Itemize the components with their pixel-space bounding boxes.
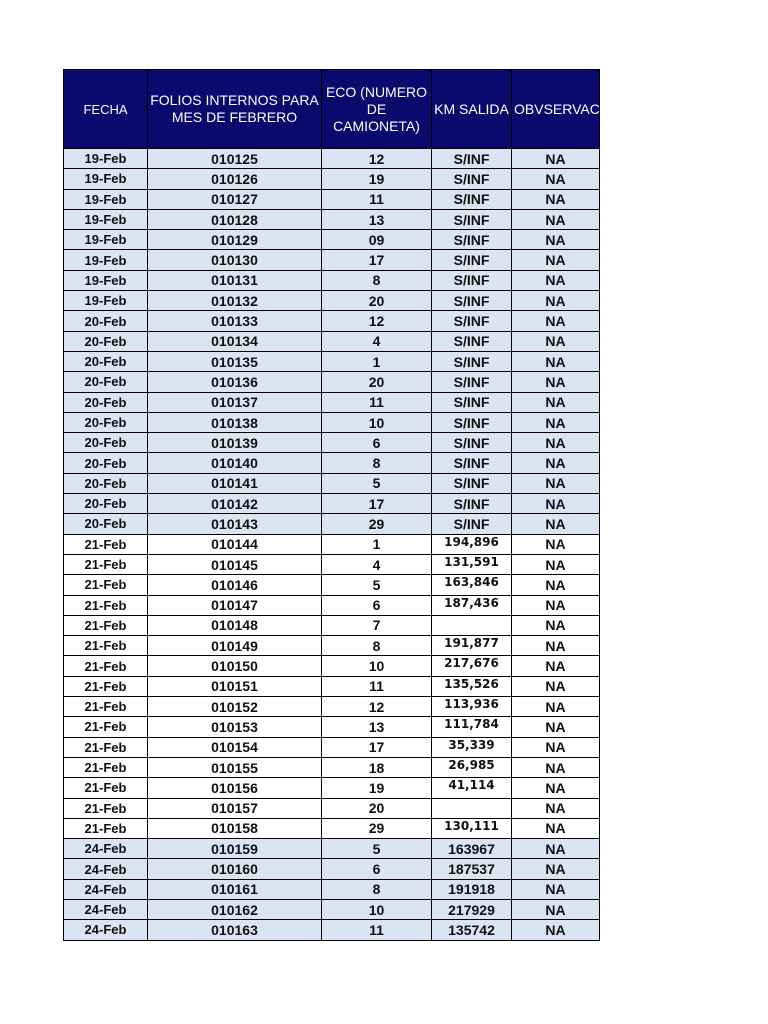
cell-folio: 010136 — [148, 372, 322, 392]
cell-fecha: 21-Feb — [64, 656, 148, 676]
cell-folio: 010140 — [148, 453, 322, 473]
cell-km-salida: S/INF — [432, 372, 512, 392]
cell-eco: 09 — [322, 230, 432, 250]
table-row — [64, 798, 600, 818]
cell-km-salida: 163967 — [432, 839, 512, 859]
cell-folio: 010134 — [148, 331, 322, 351]
cell-folio: 010130 — [148, 250, 322, 270]
table-row — [64, 697, 600, 717]
table-row — [64, 149, 600, 169]
cell-km-salida: S/INF — [432, 311, 512, 331]
table-row — [64, 859, 600, 879]
cell-observaciones: NA — [512, 737, 600, 757]
cell-eco: 10 — [322, 412, 432, 432]
cell-km-salida: S/INF — [432, 351, 512, 371]
cell-eco: 8 — [322, 879, 432, 899]
cell-km-salida: S/INF — [432, 230, 512, 250]
cell-folio: 010158 — [148, 818, 322, 838]
cell-fecha: 24-Feb — [64, 879, 148, 899]
cell-folio: 010152 — [148, 697, 322, 717]
table-row — [64, 514, 600, 534]
cell-folio: 010162 — [148, 899, 322, 919]
table-row — [64, 209, 600, 229]
table-row — [64, 920, 600, 940]
cell-fecha: 21-Feb — [64, 676, 148, 696]
table-row — [64, 412, 600, 432]
cell-eco: 5 — [322, 575, 432, 595]
table-row — [64, 636, 600, 656]
cell-km-salida: S/INF — [432, 392, 512, 412]
cell-km-salida: S/INF — [432, 291, 512, 311]
table-row — [64, 656, 600, 676]
cell-eco: 17 — [322, 494, 432, 514]
cell-observaciones: NA — [512, 392, 600, 412]
cell-folio: 010133 — [148, 311, 322, 331]
cell-eco: 1 — [322, 534, 432, 554]
cell-folio: 010159 — [148, 839, 322, 859]
cell-fecha: 20-Feb — [64, 311, 148, 331]
cell-fecha: 21-Feb — [64, 534, 148, 554]
cell-km-salida: S/INF — [432, 473, 512, 493]
cell-eco: 10 — [322, 656, 432, 676]
cell-eco: 20 — [322, 798, 432, 818]
cell-km-salida: S/INF — [432, 412, 512, 432]
cell-km-salida: S/INF — [432, 331, 512, 351]
table-row — [64, 372, 600, 392]
header-row — [64, 70, 600, 149]
cell-eco: 29 — [322, 514, 432, 534]
cell-km-salida: 35,339 — [432, 737, 512, 757]
cell-km-salida: S/INF — [432, 433, 512, 453]
cell-fecha: 20-Feb — [64, 514, 148, 534]
cell-fecha: 24-Feb — [64, 899, 148, 919]
cell-observaciones: NA — [512, 311, 600, 331]
cell-observaciones: NA — [512, 372, 600, 392]
cell-observaciones: NA — [512, 615, 600, 635]
cell-observaciones: NA — [512, 149, 600, 169]
cell-fecha: 21-Feb — [64, 757, 148, 777]
cell-fecha: 20-Feb — [64, 453, 148, 473]
cell-eco: 12 — [322, 697, 432, 717]
cell-observaciones: NA — [512, 473, 600, 493]
table-row — [64, 899, 600, 919]
cell-eco: 13 — [322, 209, 432, 229]
cell-folio: 010150 — [148, 656, 322, 676]
cell-km-salida: 191918 — [432, 879, 512, 899]
cell-km-salida: 135742 — [432, 920, 512, 940]
cell-observaciones: NA — [512, 575, 600, 595]
cell-fecha: 21-Feb — [64, 554, 148, 574]
cell-km-salida: 130,111 — [432, 818, 512, 838]
cell-observaciones: NA — [512, 717, 600, 737]
cell-observaciones: NA — [512, 412, 600, 432]
table-row — [64, 818, 600, 838]
cell-km-salida: S/INF — [432, 169, 512, 189]
cell-observaciones: NA — [512, 818, 600, 838]
cell-eco: 18 — [322, 757, 432, 777]
cell-fecha: 21-Feb — [64, 798, 148, 818]
cell-km-salida: 187,436 — [432, 595, 512, 615]
cell-observaciones: NA — [512, 250, 600, 270]
cell-fecha: 19-Feb — [64, 149, 148, 169]
header-fecha: FECHA — [64, 70, 148, 149]
table-row — [64, 778, 600, 798]
cell-km-salida: 41,114 — [432, 778, 512, 798]
table-row — [64, 351, 600, 371]
cell-folio: 010163 — [148, 920, 322, 940]
cell-folio: 010131 — [148, 270, 322, 290]
cell-folio: 010157 — [148, 798, 322, 818]
cell-eco: 17 — [322, 250, 432, 270]
table-row — [64, 737, 600, 757]
cell-km-salida: S/INF — [432, 250, 512, 270]
cell-fecha: 21-Feb — [64, 778, 148, 798]
table-row — [64, 595, 600, 615]
cell-km-salida: 113,936 — [432, 697, 512, 717]
cell-fecha: 19-Feb — [64, 270, 148, 290]
cell-folio: 010127 — [148, 189, 322, 209]
cell-km-salida: S/INF — [432, 209, 512, 229]
cell-observaciones: NA — [512, 859, 600, 879]
cell-fecha: 20-Feb — [64, 473, 148, 493]
cell-eco: 5 — [322, 473, 432, 493]
cell-eco: 6 — [322, 595, 432, 615]
cell-folio: 010154 — [148, 737, 322, 757]
cell-km-salida: 194,896 — [432, 534, 512, 554]
table-row — [64, 453, 600, 473]
cell-folio: 010138 — [148, 412, 322, 432]
cell-folio: 010161 — [148, 879, 322, 899]
table-row — [64, 615, 600, 635]
cell-fecha: 20-Feb — [64, 331, 148, 351]
table-row — [64, 676, 600, 696]
cell-km-salida: 135,526 — [432, 676, 512, 696]
table-row — [64, 230, 600, 250]
table-row — [64, 534, 600, 554]
table-row — [64, 311, 600, 331]
cell-folio: 010148 — [148, 615, 322, 635]
cell-fecha: 21-Feb — [64, 697, 148, 717]
cell-fecha: 24-Feb — [64, 859, 148, 879]
cell-km-salida: 111,784 — [432, 717, 512, 737]
table-row — [64, 473, 600, 493]
cell-eco: 12 — [322, 149, 432, 169]
cell-fecha: 20-Feb — [64, 433, 148, 453]
cell-folio: 010147 — [148, 595, 322, 615]
cell-eco: 11 — [322, 676, 432, 696]
table-row — [64, 575, 600, 595]
cell-observaciones: NA — [512, 920, 600, 940]
cell-fecha: 20-Feb — [64, 392, 148, 412]
cell-folio: 010160 — [148, 859, 322, 879]
cell-km-salida: S/INF — [432, 149, 512, 169]
cell-folio: 010126 — [148, 169, 322, 189]
header-folios: FOLIOS INTERNOS PARA MES DE FEBRERO — [148, 70, 322, 149]
cell-folio: 010153 — [148, 717, 322, 737]
header-observaciones: OBVSERVACIONES — [512, 70, 600, 149]
cell-observaciones: NA — [512, 534, 600, 554]
cell-observaciones: NA — [512, 595, 600, 615]
cell-km-salida — [432, 615, 512, 635]
cell-folio: 010132 — [148, 291, 322, 311]
cell-km-salida: 187537 — [432, 859, 512, 879]
table-row — [64, 169, 600, 189]
cell-fecha: 19-Feb — [64, 250, 148, 270]
cell-observaciones: NA — [512, 636, 600, 656]
cell-observaciones: NA — [512, 697, 600, 717]
cell-fecha: 20-Feb — [64, 412, 148, 432]
cell-observaciones: NA — [512, 433, 600, 453]
cell-observaciones: NA — [512, 453, 600, 473]
table-row — [64, 189, 600, 209]
cell-eco: 20 — [322, 291, 432, 311]
cell-fecha: 20-Feb — [64, 351, 148, 371]
cell-observaciones: NA — [512, 169, 600, 189]
cell-observaciones: NA — [512, 676, 600, 696]
cell-km-salida: S/INF — [432, 514, 512, 534]
cell-observaciones: NA — [512, 839, 600, 859]
cell-folio: 010145 — [148, 554, 322, 574]
cell-folio: 010125 — [148, 149, 322, 169]
table-row — [64, 392, 600, 412]
cell-fecha: 21-Feb — [64, 717, 148, 737]
cell-km-salida: S/INF — [432, 270, 512, 290]
cell-eco: 1 — [322, 351, 432, 371]
cell-eco: 8 — [322, 270, 432, 290]
cell-km-salida: 163,846 — [432, 575, 512, 595]
table-row — [64, 717, 600, 737]
cell-eco: 6 — [322, 859, 432, 879]
cell-fecha: 20-Feb — [64, 372, 148, 392]
cell-observaciones: NA — [512, 189, 600, 209]
cell-eco: 19 — [322, 169, 432, 189]
cell-eco: 7 — [322, 615, 432, 635]
table-row — [64, 554, 600, 574]
cell-eco: 11 — [322, 920, 432, 940]
table-row — [64, 879, 600, 899]
cell-folio: 010135 — [148, 351, 322, 371]
cell-observaciones: NA — [512, 879, 600, 899]
cell-fecha: 24-Feb — [64, 920, 148, 940]
cell-fecha: 21-Feb — [64, 595, 148, 615]
cell-km-salida: 191,877 — [432, 636, 512, 656]
cell-folio: 010156 — [148, 778, 322, 798]
cell-eco: 12 — [322, 311, 432, 331]
table-row — [64, 270, 600, 290]
cell-fecha: 19-Feb — [64, 230, 148, 250]
cell-fecha: 21-Feb — [64, 636, 148, 656]
cell-observaciones: NA — [512, 230, 600, 250]
cell-observaciones: NA — [512, 757, 600, 777]
cell-km-salida: 131,591 — [432, 554, 512, 574]
cell-observaciones: NA — [512, 656, 600, 676]
cell-eco: 13 — [322, 717, 432, 737]
cell-observaciones: NA — [512, 209, 600, 229]
cell-km-salida: 217,676 — [432, 656, 512, 676]
table-header — [64, 70, 644, 149]
cell-eco: 19 — [322, 778, 432, 798]
cell-observaciones: NA — [512, 514, 600, 534]
cell-observaciones: NA — [512, 778, 600, 798]
cell-observaciones: NA — [512, 899, 600, 919]
table-body — [64, 149, 600, 941]
cell-fecha: 19-Feb — [64, 291, 148, 311]
cell-km-salida: S/INF — [432, 494, 512, 514]
cell-folio: 010149 — [148, 636, 322, 656]
cell-eco: 17 — [322, 737, 432, 757]
cell-folio: 010143 — [148, 514, 322, 534]
cell-observaciones: NA — [512, 351, 600, 371]
cell-folio: 010139 — [148, 433, 322, 453]
cell-folio: 010128 — [148, 209, 322, 229]
cell-eco: 6 — [322, 433, 432, 453]
cell-observaciones: NA — [512, 494, 600, 514]
cell-folio: 010151 — [148, 676, 322, 696]
cell-folio: 010137 — [148, 392, 322, 412]
cell-fecha: 21-Feb — [64, 615, 148, 635]
cell-eco: 8 — [322, 636, 432, 656]
cell-observaciones: NA — [512, 554, 600, 574]
cell-fecha: 21-Feb — [64, 737, 148, 757]
cell-km-salida: 26,985 — [432, 757, 512, 777]
cell-eco: 4 — [322, 331, 432, 351]
cell-fecha: 21-Feb — [64, 575, 148, 595]
cell-km-salida: S/INF — [432, 189, 512, 209]
cell-folio: 010144 — [148, 534, 322, 554]
table-row — [64, 757, 600, 777]
cell-eco: 20 — [322, 372, 432, 392]
cell-km-salida: 217929 — [432, 899, 512, 919]
table-row — [64, 494, 600, 514]
cell-folio: 010129 — [148, 230, 322, 250]
cell-eco: 4 — [322, 554, 432, 574]
cell-km-salida: S/INF — [432, 453, 512, 473]
table-row — [64, 839, 600, 859]
cell-observaciones: NA — [512, 291, 600, 311]
table-row — [64, 433, 600, 453]
cell-eco: 11 — [322, 392, 432, 412]
table-row — [64, 291, 600, 311]
folios-table — [63, 69, 644, 941]
cell-folio: 010146 — [148, 575, 322, 595]
cell-fecha: 21-Feb — [64, 818, 148, 838]
table-row — [64, 250, 600, 270]
cell-folio: 010141 — [148, 473, 322, 493]
cell-fecha: 20-Feb — [64, 494, 148, 514]
cell-eco: 11 — [322, 189, 432, 209]
table-row — [64, 331, 600, 351]
cell-observaciones: NA — [512, 270, 600, 290]
cell-km-salida — [432, 798, 512, 818]
cell-observaciones: NA — [512, 331, 600, 351]
cell-eco: 5 — [322, 839, 432, 859]
cell-fecha: 19-Feb — [64, 189, 148, 209]
cell-folio: 010142 — [148, 494, 322, 514]
cell-fecha: 19-Feb — [64, 169, 148, 189]
header-km-salida: KM SALIDA — [432, 70, 512, 149]
cell-eco: 8 — [322, 453, 432, 473]
cell-folio: 010155 — [148, 757, 322, 777]
cell-fecha: 24-Feb — [64, 839, 148, 859]
cell-fecha: 19-Feb — [64, 209, 148, 229]
cell-eco: 10 — [322, 899, 432, 919]
cell-eco: 29 — [322, 818, 432, 838]
cell-observaciones: NA — [512, 798, 600, 818]
header-eco: ECO (NUMERO DE CAMIONETA) — [322, 70, 432, 149]
